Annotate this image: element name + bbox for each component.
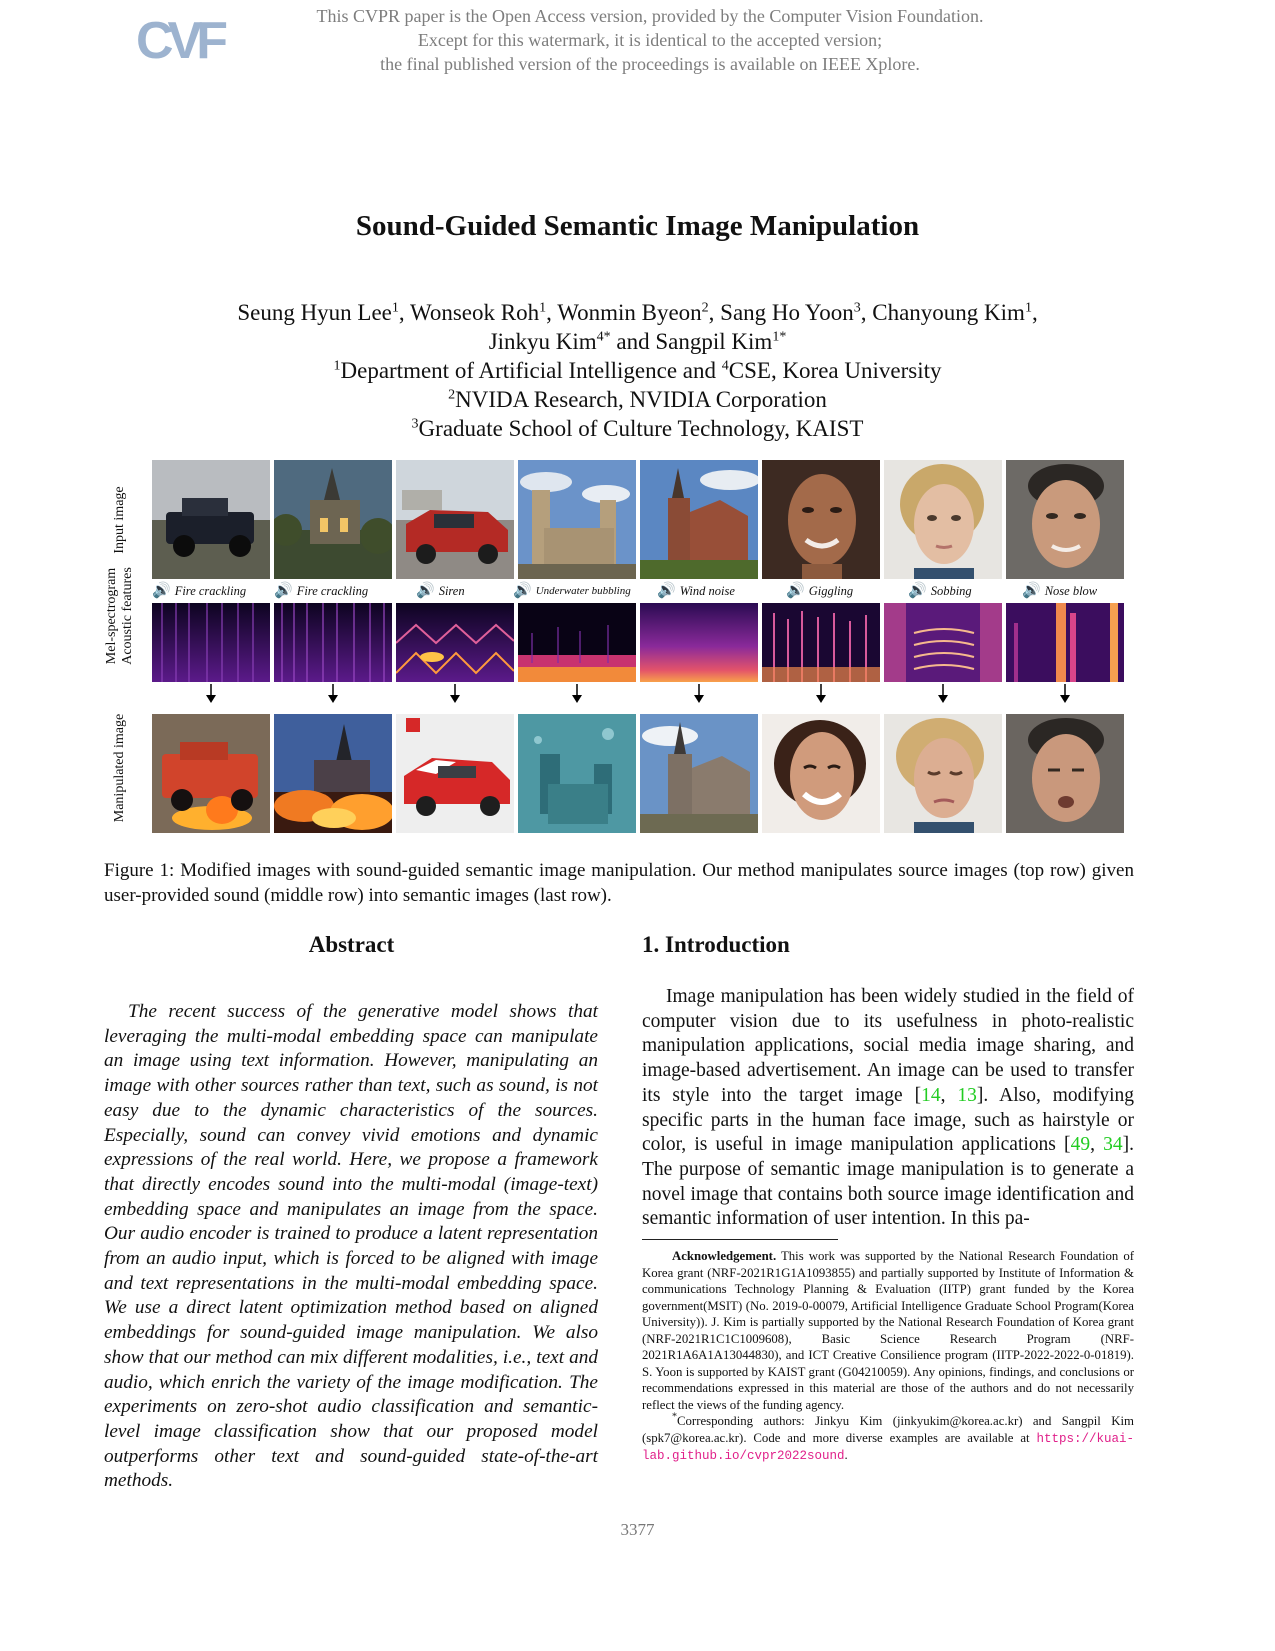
affiliation — [0, 385, 1275, 414]
sound-label — [908, 581, 1032, 601]
sound-label — [513, 581, 637, 601]
affil-text: Graduate School of Culture Technology, KAIST — [418, 416, 864, 441]
author-affil-mark: 1 — [1024, 300, 1032, 316]
author-name: Chanyoung Kim — [872, 300, 1025, 325]
manipulated-image-man-nose-blow — [1006, 714, 1124, 833]
manipulated-image-woman-giggling — [762, 714, 880, 833]
project-url-link[interactable]: https://kuai-lab.github.io/cvpr2022sound — [642, 1431, 1134, 1463]
manipulated-image-fire-car — [396, 714, 514, 833]
input-image-brick-church — [640, 460, 758, 579]
body-text: , — [1090, 1134, 1104, 1156]
citation-link[interactable]: 49 — [1070, 1134, 1091, 1156]
body-text: Image manipulation has been widely studied in the field of computer vision due to its usefulness in photo-realistic manipulation applications, social media image sharing, and image-based advertisement. An image can be used to transfer its style into the target image [ — [642, 986, 1134, 1106]
affil-mark: 3 — [411, 416, 419, 432]
paper-title: Sound-Guided Semantic Image Manipulation — [355, 210, 920, 242]
citation-link[interactable]: 34 — [1103, 1134, 1123, 1156]
author-name: Sang Ho Yoon — [720, 300, 854, 325]
manipulated-image-woman-sobbing — [884, 714, 1002, 833]
introduction-paragraph — [642, 985, 1134, 1232]
svg-text:CVF: CVF — [136, 12, 222, 70]
down-arrow-icon — [693, 684, 705, 704]
sound-name: Giggling — [808, 583, 854, 598]
author-affil-mark: 2 — [701, 300, 709, 316]
sound-label — [786, 581, 910, 601]
author-affil-mark: 1 — [539, 300, 547, 316]
corresponding-footnote — [642, 1413, 1134, 1465]
footnote-text: . — [844, 1448, 848, 1462]
down-arrow-icon — [571, 684, 583, 704]
sound-name: Underwater bubbling — [535, 585, 631, 597]
manipulated-image-underwater — [518, 714, 636, 833]
speaker-icon: 🔊 — [152, 582, 171, 599]
footnote-label: Acknowledgement. — [672, 1249, 777, 1263]
speaker-icon: 🔊 — [416, 582, 435, 599]
citation-link[interactable]: 14 — [921, 1084, 941, 1106]
speaker-icon: 🔊 — [657, 582, 676, 599]
sound-label — [152, 581, 276, 601]
author-name: Jinkyu Kim — [488, 329, 597, 354]
row-label-line: Acoustic features — [120, 567, 135, 665]
citation-link[interactable]: 13 — [957, 1084, 977, 1106]
mel-spectrogram — [152, 603, 270, 682]
sound-name: Wind noise — [679, 583, 735, 598]
author-name: Sangpil Kim — [655, 329, 773, 354]
author-line — [0, 327, 1275, 356]
manipulated-image-church-fire — [274, 714, 392, 833]
affil-text: CSE, Korea University — [728, 358, 942, 383]
input-image-truck — [152, 460, 270, 579]
author-line: Seung Hyun Lee$^1$, Wonseok Roh$^1$, Wonmin Byeon$^2$, Sang Ho Yoon$^3$, Chanyoung Kim$^1$, — [237, 300, 1038, 325]
author-affil-mark: 3 — [853, 300, 861, 316]
mel-spectrogram — [274, 603, 392, 682]
page-number: 3377 — [620, 1520, 655, 1539]
cvf-logo — [136, 8, 232, 72]
down-arrow-icon — [327, 684, 339, 704]
affil-mark: 4 — [721, 358, 729, 374]
row-label-manipulated: Manipulated image — [112, 713, 127, 823]
affil-mark: 1 — [333, 358, 341, 374]
body-text: ]. The purpose of semantic image manipulation is to generate a novel image that contains both source image identification and semantic information of user intention. In this pa- — [642, 1134, 1134, 1230]
sound-label — [274, 581, 398, 601]
watermark-notice — [230, 4, 1070, 76]
author-name: Wonseok Roh — [409, 300, 540, 325]
watermark-line: the final published version of the proceedings is available on IEEE Xplore. — [380, 54, 920, 74]
mel-spectrogram — [762, 603, 880, 682]
introduction-heading: 1. Introduction — [642, 932, 790, 957]
sound-label — [657, 581, 781, 601]
sound-name: Fire crackling — [296, 583, 369, 598]
body-text: , — [940, 1084, 958, 1106]
down-arrow-icon — [1059, 684, 1071, 704]
input-image-man — [1006, 460, 1124, 579]
speaker-icon: 🔊 — [274, 582, 293, 599]
footnote-text: Corresponding authors: Jinkyu Kim (jinkyukim@korea.ac.kr) and Sangpil Kim (spk7@korea.ac.kr). Code and more diverse examples are available at — [642, 1414, 1134, 1445]
abstract-heading: Abstract — [308, 932, 395, 957]
footnote-rule — [642, 1239, 838, 1240]
sound-name: Nose blow — [1044, 583, 1098, 598]
figure-caption: Figure 1: Modified images with sound-guided semantic image manipulation. Our method manipulates source images (top row) given user-provided sound (middle row) into semantic images (last row). — [104, 860, 1134, 906]
affiliation — [0, 356, 1275, 385]
footnote-text: This work was supported by the National Research Foundation of Korea grant (NRF-2021R1G1A1093855) and partially supported by Institute of Information & communications Technology Planning & Evaluation (IITP) grant funded by the Korea government(MSIT) (No. 2019-0-00079, Artificial Intelligence Graduate School Program(Korea University)). J. Kim is partially supported by the National Research Foundation of Korea grant (NRF-2021R1C1C1009608), Basic Science Research Program (NRF-2021R1A6A1A13044830), and ICT Creative Consilience program (IITP-2022-2022-0-01819). S. Yoon is supported by KAIST grant (G04210059). Any opinions, findings, and conclusions or recommendations expressed in this material are those of the authors and do not necessarily reflect the views of the funding agency. — [642, 1249, 1134, 1412]
input-image-church-night — [274, 460, 392, 579]
author-block — [0, 298, 1275, 443]
author-conjunction: and — [616, 329, 650, 354]
mel-spectrogram — [396, 603, 514, 682]
input-image-blonde-woman — [884, 460, 1002, 579]
mel-spectrogram — [1006, 603, 1124, 682]
author-affil-mark: 4* — [596, 329, 611, 345]
down-arrow-icon — [205, 684, 217, 704]
input-image-woman-smile — [762, 460, 880, 579]
abstract-text: The recent success of the generative model shows that leveraging the multi-modal embedding space can manipulate an image using text information. However, manipulating an image with other sources rather than text, such as sound, is not easy due to the dynamic characteristics of the sources. Especially, sound can convey vivid emotions and dynamic expressions of the real world. Here, we propose a framework that directly encodes sound into the multi-modal (image-text) embedding space and manipulates an image from the space. Our audio encoder is trained to produce a latent representation from an audio input, which is forced to be aligned with image and text representations in the multi-modal embedding space. We use a direct latent optimization method based on aligned embeddings for sound-guided image manipulation. We also show that our method can mix different modalities, i.e., text and audio, which enrich the variety of the image modification. The experiments on zero-shot audio classification and semantic-level image classification show that our proposed model outperforms other text and sound-guided state-of-the-art methods. — [104, 1001, 598, 1492]
speaker-icon: 🔊 — [1022, 582, 1041, 599]
manipulated-image-truck-fire — [152, 714, 270, 833]
sound-name: Fire crackling — [174, 583, 247, 598]
author-name: Wonmin Byeon — [557, 300, 702, 325]
down-arrow-icon — [449, 684, 461, 704]
affil-mark: 2 — [448, 387, 456, 403]
acknowledgement-footnote — [642, 1248, 1134, 1413]
row-label-input: Input image — [112, 486, 127, 554]
sound-label — [1022, 581, 1146, 601]
mel-spectrogram — [518, 603, 636, 682]
mel-spectrogram — [640, 603, 758, 682]
manipulated-image-windy-church — [640, 714, 758, 833]
figure-1 — [100, 460, 1140, 840]
down-arrow-icon — [937, 684, 949, 704]
speaker-icon: 🔊 — [513, 582, 532, 599]
sound-name: Sobbing — [930, 583, 972, 598]
speaker-icon: 🔊 — [786, 582, 805, 599]
affil-text: NVIDA Research, NVIDIA Corporation — [455, 387, 827, 412]
footnote-mark: * — [672, 1411, 677, 1423]
author-name: Seung Hyun Lee — [237, 300, 392, 325]
affil-text: Department of Artificial Intelligence and — [340, 358, 722, 383]
input-image-cathedral — [518, 460, 636, 579]
watermark-line: This CVPR paper is the Open Access version, provided by the Computer Vision Foundation. — [316, 6, 984, 26]
footnotes — [642, 1248, 1134, 1465]
row-label-spectrogram — [104, 551, 136, 681]
sound-name: Siren — [438, 583, 465, 598]
input-image-red-car — [396, 460, 514, 579]
author-affil-mark: 1* — [772, 329, 787, 345]
speaker-icon: 🔊 — [908, 582, 927, 599]
mel-spectrogram — [884, 603, 1002, 682]
affiliation — [0, 414, 1275, 443]
author-affil-mark: 1 — [391, 300, 399, 316]
body-text: ]. Also, modifying specific parts in the human face image, such as hairstyle or color, is useful in image manipulation applications [ — [642, 1084, 1134, 1156]
down-arrow-icon — [815, 684, 827, 704]
watermark-line: Except for this watermark, it is identical to the accepted version; — [417, 30, 883, 50]
row-label-line: Mel-spectrogram — [104, 567, 119, 665]
